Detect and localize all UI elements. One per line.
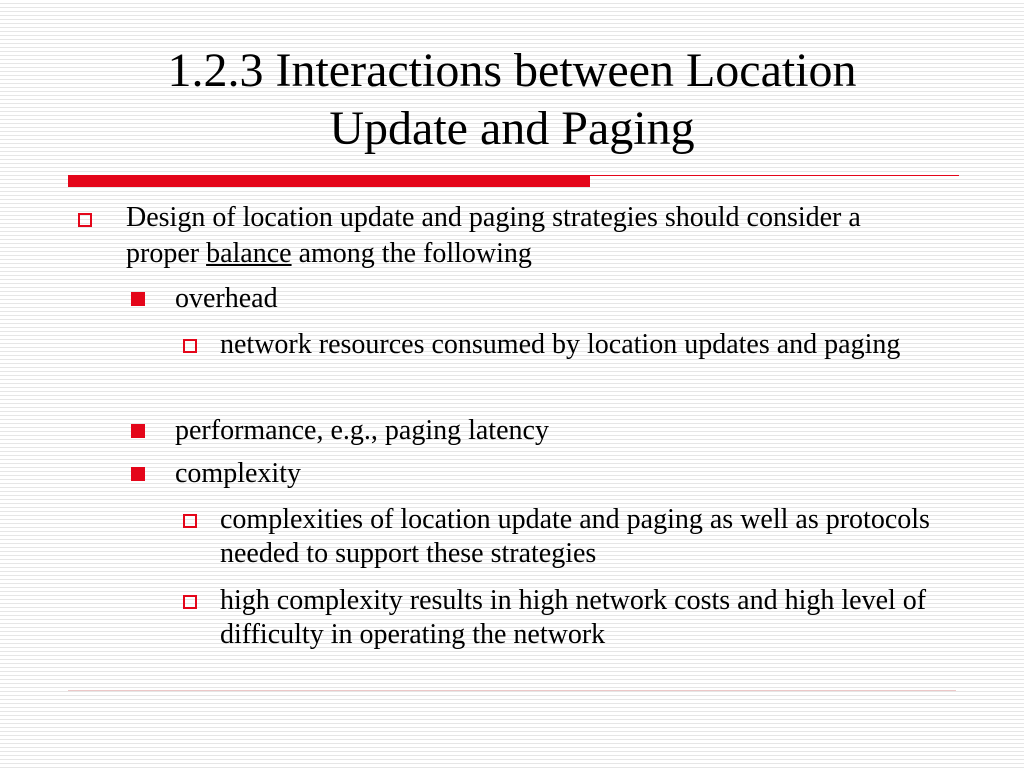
list-item-overhead-sub: network resources consumed by location updates and paging [220, 329, 901, 360]
hollow-square-bullet-icon [78, 213, 92, 227]
hollow-square-bullet-icon [183, 595, 197, 609]
list-item-level1 [126, 200, 926, 272]
list-item-complexity: complexity [175, 458, 301, 489]
list-item-text-suffix: among the following [291, 238, 532, 269]
list-item-performance: performance, e.g., paging latency [175, 415, 549, 446]
slide-title [60, 42, 964, 158]
filled-square-bullet-icon [131, 292, 145, 306]
list-item-complexity-sub2: high complexity results in high network costs and high level of difficulty in operating the network [220, 585, 927, 650]
filled-square-bullet-icon [131, 424, 145, 438]
filled-square-bullet-icon [131, 467, 145, 481]
list-item-text: Design of location update and paging strategies should consider a proper [126, 202, 861, 269]
title-underline-thick [68, 175, 590, 187]
hollow-square-bullet-icon [183, 339, 197, 353]
hollow-square-bullet-icon [183, 514, 197, 528]
title-line-1: 1.2.3 Interactions between Location [167, 44, 857, 97]
underlined-word: balance [206, 238, 292, 269]
title-underline-thin [590, 175, 959, 176]
footer-divider [68, 690, 956, 691]
title-line-2: Update and Paging [329, 102, 695, 155]
list-item-overhead: overhead [175, 283, 278, 314]
list-item-complexity-sub1: complexities of location update and paging as well as protocols needed to support these strategies [220, 504, 930, 569]
